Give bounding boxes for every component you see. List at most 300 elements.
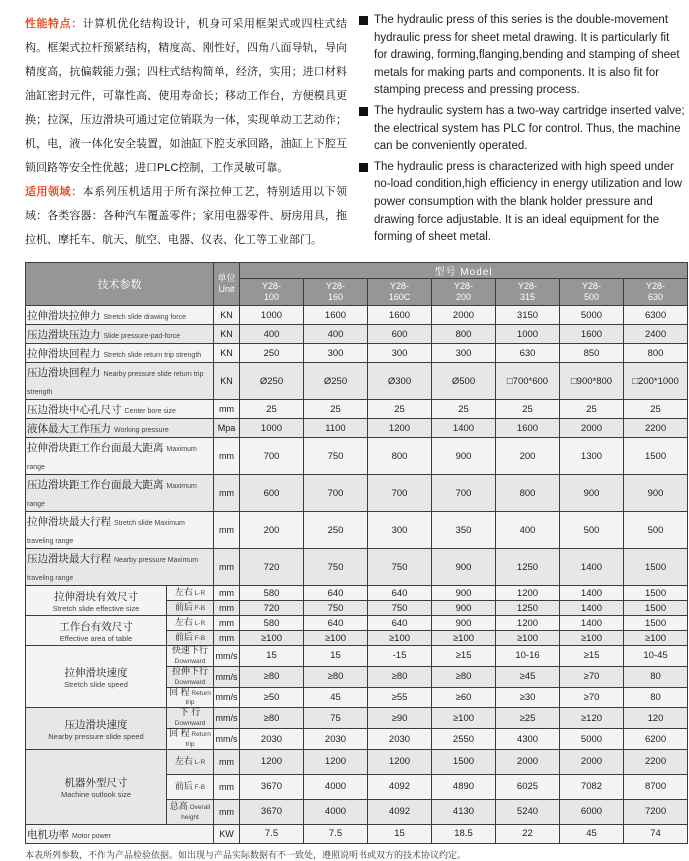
spec-table <box>25 262 688 844</box>
spec-value-cell: 700 <box>368 475 432 512</box>
spec-value-cell: □700*600 <box>496 363 560 400</box>
features-label: 性能特点： <box>25 18 83 30</box>
model-name-line1: Y28- <box>325 280 345 291</box>
spec-value-cell: 5240 <box>496 799 560 824</box>
spec-value-cell: ≥80 <box>432 666 496 687</box>
spec-value-cell: 800 <box>432 325 496 344</box>
spec-value-cell: 6300 <box>624 306 688 325</box>
model-column-header <box>624 279 688 306</box>
features-text: 计算机优化结构设计，机身可采用框架式或四柱式结构。框架式拉杆预紧结构，精度高、刚性好，四角八面导轨，导向精度高，抗偏载能力强；四柱式结构简单，经济，实用；进口材料油缸密封元件，可靠性高、使用寿命长；移动工作台，方便模具更换；拉深，压边滑块可通过定位销联为一体，实现单动工艺动作；机，电，液一体化安全装置，如油缸下腔支承回路，油缸上下腔互锁回路等安全性优越；进口PLC控制，工作灵敏可靠。 <box>25 18 347 174</box>
row-label-en: Maximum range <box>27 446 197 471</box>
row-label <box>26 438 214 475</box>
spec-value-cell: 1600 <box>304 306 368 325</box>
spec-value-cell: 7082 <box>560 774 624 799</box>
bullet-square-icon <box>359 107 368 116</box>
row-label <box>26 512 214 549</box>
unit-cell: mm <box>214 631 240 646</box>
row-label <box>26 363 214 400</box>
spec-value-cell: 640 <box>304 616 368 631</box>
spec-value-cell: 3150 <box>496 306 560 325</box>
unit-cell: mm <box>214 512 240 549</box>
row-label <box>26 824 214 843</box>
spec-value-cell: Ø250 <box>304 363 368 400</box>
spec-value-cell: 5000 <box>560 306 624 325</box>
spec-value-cell: 4000 <box>304 799 368 824</box>
model-name-line2: 160C <box>388 292 411 302</box>
unit-header <box>214 263 240 306</box>
spec-value-cell: 300 <box>304 344 368 363</box>
model-column-header <box>496 279 560 306</box>
spec-row <box>26 549 688 586</box>
spec-value-cell: ≥100 <box>496 631 560 646</box>
spec-value-cell: 1000 <box>496 325 560 344</box>
row-sublabel-zh: 左右 <box>174 617 193 628</box>
row-sublabel-zh: 左右 <box>174 587 193 598</box>
row-sublabel-zh: 左右 <box>174 755 193 766</box>
row-sublabel-en: Downward <box>174 657 206 665</box>
row-label <box>26 549 214 586</box>
unit-cell: mm/s <box>214 646 240 667</box>
spec-value-cell: ≥15 <box>432 646 496 667</box>
performance-features-paragraph <box>25 12 347 180</box>
unit-cell: mm <box>214 749 240 774</box>
unit-cell: mm <box>214 601 240 616</box>
row-label-en: Slide pressure-pad-force <box>103 333 181 340</box>
unit-cell: mm <box>214 400 240 419</box>
spec-value-cell: 8700 <box>624 774 688 799</box>
row-label <box>26 419 214 438</box>
spec-value-cell: 1000 <box>240 419 304 438</box>
spec-value-cell: 1000 <box>240 306 304 325</box>
spec-value-cell: 800 <box>624 344 688 363</box>
spec-value-cell: 600 <box>240 475 304 512</box>
spec-value-cell: 750 <box>368 601 432 616</box>
spec-value-cell: 580 <box>240 616 304 631</box>
row-label-en: Nearby pressure slide return trip strength <box>27 371 204 396</box>
row-sublabel-en: L-R <box>192 620 206 628</box>
spec-value-cell: 900 <box>624 475 688 512</box>
row-label-en: Center bore size <box>124 408 176 415</box>
spec-row <box>26 646 688 667</box>
row-label-zh: 工作台有效尺寸 <box>59 620 133 633</box>
row-label <box>26 325 214 344</box>
spec-value-cell: 1250 <box>496 549 560 586</box>
spec-value-cell: ≥80 <box>368 666 432 687</box>
model-name-line1: Y28- <box>517 280 537 291</box>
row-sublabel-en: Return trip <box>185 731 211 749</box>
spec-value-cell: 750 <box>304 601 368 616</box>
row-sublabel <box>167 616 214 631</box>
spec-value-cell: 580 <box>240 586 304 601</box>
model-column-header <box>368 279 432 306</box>
row-sublabel <box>167 774 214 799</box>
row-label-zh: 压边滑块压边力 <box>27 329 101 341</box>
model-name-line1: Y28- <box>389 280 409 291</box>
spec-value-cell: ≥30 <box>496 687 560 708</box>
spec-value-cell: 6000 <box>560 799 624 824</box>
spec-value-cell: ≥55 <box>368 687 432 708</box>
spec-value-cell: 6200 <box>624 729 688 750</box>
spec-value-cell: 1200 <box>368 749 432 774</box>
row-label-en: Stretch slide effective size <box>52 603 140 613</box>
spec-value-cell: 200 <box>496 438 560 475</box>
row-label <box>26 400 214 419</box>
spec-value-cell: 2550 <box>432 729 496 750</box>
row-label-en: Nearby pressure Maximum traveling range <box>27 557 199 582</box>
spec-value-cell: 250 <box>304 512 368 549</box>
spec-value-cell: 15 <box>240 646 304 667</box>
row-label-en: Stretch slide Maximum traveling range <box>27 520 185 545</box>
row-sublabel <box>167 646 214 667</box>
spec-value-cell: ≥100 <box>560 631 624 646</box>
row-label-zh: 压边滑块速度 <box>64 718 128 731</box>
spec-value-cell: 720 <box>240 601 304 616</box>
spec-value-cell: 700 <box>304 475 368 512</box>
spec-value-cell: 7200 <box>624 799 688 824</box>
spec-value-cell: 1200 <box>496 586 560 601</box>
row-label-en: Effective area of table <box>59 633 133 643</box>
spec-value-cell: 80 <box>624 687 688 708</box>
unit-cell: mm <box>214 586 240 601</box>
spec-value-cell: □200*1000 <box>624 363 688 400</box>
model-band-header: 型号 Model <box>240 263 688 279</box>
spec-value-cell: 22 <box>496 824 560 843</box>
spec-value-cell: ≥45 <box>496 666 560 687</box>
spec-value-cell: 2030 <box>368 729 432 750</box>
unit-cell: mm/s <box>214 708 240 729</box>
spec-value-cell: 1400 <box>432 419 496 438</box>
row-label-en: Working pressure <box>114 427 169 434</box>
spec-value-cell: 800 <box>368 438 432 475</box>
spec-value-cell: 1400 <box>560 616 624 631</box>
spec-value-cell: 900 <box>432 616 496 631</box>
applications-label: 适用领域： <box>25 186 83 198</box>
spec-value-cell: ≥50 <box>240 687 304 708</box>
unit-header-en: Unit <box>218 284 235 294</box>
spec-value-cell: 25 <box>368 400 432 419</box>
spec-value-cell: 4000 <box>304 774 368 799</box>
spec-value-cell: 25 <box>624 400 688 419</box>
spec-value-cell: 500 <box>560 512 624 549</box>
row-label-zh: 液体最大工作压力 <box>27 423 111 435</box>
spec-value-cell: 750 <box>368 549 432 586</box>
unit-cell: KW <box>214 824 240 843</box>
spec-value-cell: 500 <box>624 512 688 549</box>
model-name-line2: 160 <box>327 292 344 302</box>
english-bullet-text: The hydraulic press is characterized with high speed under no-load condition,high efficiency in energy utilization and low power consumption with the blank holder pressure and drawing force adjustable. It is an ideal equipment for the forming of sheet metal. <box>374 160 682 244</box>
model-name-line2: 100 <box>263 292 280 302</box>
row-sublabel-zh: 回 程 <box>169 686 190 697</box>
row-label-zh: 拉伸滑块回程力 <box>27 348 101 360</box>
english-bullet-item <box>359 12 685 100</box>
spec-value-cell: 18.5 <box>432 824 496 843</box>
model-name-line2: 500 <box>583 292 600 302</box>
row-label-zh: 机器外型尺寸 <box>64 776 128 789</box>
spec-row <box>26 512 688 549</box>
spec-value-cell: 3670 <box>240 799 304 824</box>
model-column-header <box>432 279 496 306</box>
english-bullet-text: The hydraulic press of this series is the double-movement hydraulic press for sheet metal drawing. It is particularly fit for drawing, forming,flanging,bending and stamping of sheet metals for making parts and components. It is also fit for stamping precess and pressing process. <box>374 14 680 97</box>
spec-value-cell: ≥100 <box>624 631 688 646</box>
row-label-en: Machine outlook size <box>60 789 132 799</box>
spec-value-cell: 74 <box>624 824 688 843</box>
spec-value-cell: ≥100 <box>304 631 368 646</box>
spec-value-cell: 640 <box>368 586 432 601</box>
english-bullet-item <box>359 103 685 156</box>
spec-value-cell: 3670 <box>240 774 304 799</box>
row-sublabel-en: F-B <box>192 783 206 791</box>
row-sublabel <box>167 687 214 708</box>
spec-value-cell: 1250 <box>496 601 560 616</box>
row-label-zh: 拉伸滑块拉伸力 <box>27 310 101 322</box>
spec-row <box>26 438 688 475</box>
spec-value-cell: 700 <box>432 475 496 512</box>
row-label-zh: 电机功率 <box>27 828 69 841</box>
spec-value-cell: ≥80 <box>240 666 304 687</box>
spec-value-cell: 7.5 <box>304 824 368 843</box>
spec-value-cell: 25 <box>496 400 560 419</box>
row-label <box>26 475 214 512</box>
spec-value-cell: 1600 <box>368 306 432 325</box>
spec-value-cell: 630 <box>496 344 560 363</box>
spec-value-cell: 250 <box>240 344 304 363</box>
unit-cell: mm/s <box>214 729 240 750</box>
row-sublabel <box>167 749 214 774</box>
spec-value-cell: 25 <box>560 400 624 419</box>
row-sublabel <box>167 666 214 687</box>
spec-row <box>26 708 688 729</box>
intro-section <box>0 12 689 252</box>
spec-value-cell: Ø500 <box>432 363 496 400</box>
unit-cell: Mpa <box>214 419 240 438</box>
row-label-en: Stretch slide drawing force <box>103 314 186 321</box>
spec-value-cell: 900 <box>432 586 496 601</box>
row-sublabel-en: L-R <box>192 758 206 766</box>
spec-value-cell: 4092 <box>368 774 432 799</box>
spec-value-cell: Ø300 <box>368 363 432 400</box>
row-sublabel-en: Downward <box>174 720 206 728</box>
row-sublabel <box>167 601 214 616</box>
spec-value-cell: 1500 <box>624 438 688 475</box>
spec-row <box>26 419 688 438</box>
bullet-square-icon <box>359 163 368 172</box>
spec-row <box>26 749 688 774</box>
spec-value-cell: ≥120 <box>560 708 624 729</box>
spec-value-cell: 1600 <box>560 325 624 344</box>
model-name-line1: Y28- <box>646 280 666 291</box>
spec-value-cell: 700 <box>240 438 304 475</box>
spec-value-cell: ≥15 <box>560 646 624 667</box>
spec-value-cell: -15 <box>368 646 432 667</box>
spec-value-cell: 750 <box>304 549 368 586</box>
spec-value-cell: 800 <box>496 475 560 512</box>
spec-value-cell: 1200 <box>240 749 304 774</box>
chinese-description-column <box>25 12 347 252</box>
row-label <box>26 586 167 616</box>
row-sublabel <box>167 729 214 750</box>
spec-value-cell: 400 <box>304 325 368 344</box>
spec-value-cell: 300 <box>432 344 496 363</box>
model-name-line2: 630 <box>648 292 664 302</box>
spec-value-cell: 350 <box>432 512 496 549</box>
spec-value-cell: 1200 <box>496 616 560 631</box>
row-sublabel-zh: 前后 <box>174 602 193 613</box>
spec-value-cell: 10-45 <box>624 646 688 667</box>
spec-value-cell: 2200 <box>624 749 688 774</box>
spec-value-cell: 1500 <box>624 616 688 631</box>
spec-row <box>26 306 688 325</box>
row-sublabel-zh: 总高 <box>169 801 188 812</box>
spec-value-cell: ≥80 <box>304 666 368 687</box>
row-label-zh: 压边滑块回程力 <box>27 367 101 379</box>
spec-value-cell: 900 <box>432 549 496 586</box>
spec-value-cell: 900 <box>560 475 624 512</box>
spec-value-cell: 640 <box>368 616 432 631</box>
spec-value-cell: 600 <box>368 325 432 344</box>
row-sublabel-zh: 回 程 <box>169 728 190 739</box>
row-sublabel-en: Return trip <box>185 689 211 707</box>
row-sublabel-zh: 下 行 <box>179 707 201 718</box>
spec-row <box>26 586 688 601</box>
unit-cell: KN <box>214 344 240 363</box>
spec-value-cell: 25 <box>304 400 368 419</box>
row-label-zh: 拉伸滑块距工作台面最大距离 <box>27 442 164 454</box>
row-sublabel-zh: 拉伸下行 <box>171 665 208 676</box>
spec-value-cell: ≥25 <box>496 708 560 729</box>
spec-value-cell: 200 <box>240 512 304 549</box>
row-sublabel <box>167 631 214 646</box>
spec-value-cell: ≥80 <box>240 708 304 729</box>
application-fields-paragraph <box>25 180 347 252</box>
spec-value-cell: 4092 <box>368 799 432 824</box>
spec-value-cell: ≥100 <box>432 708 496 729</box>
row-label-en: Maximum range <box>27 483 197 508</box>
spec-value-cell: 4130 <box>432 799 496 824</box>
spec-row <box>26 616 688 631</box>
footnote: 本表所列参数，不作为产品检验依据。如出现与产品实际数据有不一致处，遵照说明书或双方的技术协议约定。 <box>25 849 467 860</box>
spec-value-cell: 720 <box>240 549 304 586</box>
row-label-zh: 拉伸滑块最大行程 <box>27 516 111 528</box>
spec-value-cell: 25 <box>240 400 304 419</box>
spec-value-cell: 120 <box>624 708 688 729</box>
spec-value-cell: ≥70 <box>560 687 624 708</box>
row-sublabel-en: Overall height <box>181 804 211 821</box>
spec-value-cell: 1400 <box>560 586 624 601</box>
unit-cell: mm/s <box>214 687 240 708</box>
spec-row <box>26 400 688 419</box>
spec-value-cell: 4300 <box>496 729 560 750</box>
spec-value-cell: 45 <box>304 687 368 708</box>
spec-value-cell: 2000 <box>560 749 624 774</box>
row-label <box>26 306 214 325</box>
spec-row <box>26 475 688 512</box>
spec-value-cell: 75 <box>304 708 368 729</box>
unit-header-zh: 单位 <box>217 273 236 284</box>
row-label <box>26 749 167 824</box>
row-label-en: Nearby pressure slide speed <box>48 731 144 741</box>
spec-value-cell: 2000 <box>432 306 496 325</box>
model-name-line1: Y28- <box>453 280 473 291</box>
bullet-square-icon <box>359 16 368 25</box>
spec-row <box>26 363 688 400</box>
spec-value-cell: 5000 <box>560 729 624 750</box>
unit-cell: mm <box>214 549 240 586</box>
english-description-list <box>359 12 685 252</box>
spec-value-cell: 1200 <box>304 749 368 774</box>
english-bullet-text: The hydraulic system has a two-way cartridge inserted valve; the electrical system has PLC for control. Thus, the machine can be conveniently operated. <box>374 104 685 153</box>
spec-value-cell: 7.5 <box>240 824 304 843</box>
spec-value-cell: 2030 <box>304 729 368 750</box>
row-sublabel <box>167 708 214 729</box>
spec-value-cell: 15 <box>368 824 432 843</box>
row-sublabel-en: L-R <box>192 590 206 598</box>
row-sublabel-en: F-B <box>192 635 206 643</box>
spec-value-cell: ≥60 <box>432 687 496 708</box>
unit-cell: KN <box>214 363 240 400</box>
model-name-line1: Y28- <box>581 280 601 291</box>
unit-cell: KN <box>214 325 240 344</box>
spec-value-cell: 400 <box>496 512 560 549</box>
row-label-en: Stretch slide speed <box>64 679 128 689</box>
spec-value-cell: 2200 <box>624 419 688 438</box>
unit-cell: mm/s <box>214 666 240 687</box>
row-label-zh: 拉伸滑块有效尺寸 <box>54 590 138 603</box>
row-label <box>26 646 167 708</box>
row-label-zh: 压边滑块最大行程 <box>27 553 111 565</box>
spec-value-cell: 1600 <box>496 419 560 438</box>
spec-row <box>26 344 688 363</box>
spec-value-cell: 1400 <box>560 549 624 586</box>
row-label-zh: 拉伸滑块速度 <box>64 666 128 679</box>
spec-row <box>26 325 688 344</box>
spec-value-cell: 1400 <box>560 601 624 616</box>
spec-value-cell: 10-16 <box>496 646 560 667</box>
spec-value-cell: 640 <box>304 586 368 601</box>
spec-value-cell: 1500 <box>624 586 688 601</box>
row-sublabel <box>167 799 214 824</box>
row-sublabel-en: F-B <box>192 605 206 613</box>
model-name-line1: Y28- <box>261 280 281 291</box>
spec-value-cell: 6025 <box>496 774 560 799</box>
spec-value-cell: 1500 <box>432 749 496 774</box>
spec-value-cell: 300 <box>368 512 432 549</box>
spec-value-cell: 2000 <box>560 419 624 438</box>
model-column-header <box>560 279 624 306</box>
spec-value-cell: 1300 <box>560 438 624 475</box>
row-label-zh: 压边滑块中心孔尺寸 <box>27 404 122 416</box>
tech-params-header: 技术参数 <box>26 263 214 306</box>
model-column-header <box>304 279 368 306</box>
spec-value-cell: 1500 <box>624 601 688 616</box>
row-label <box>26 344 214 363</box>
spec-value-cell: ≥90 <box>368 708 432 729</box>
row-label <box>26 616 167 646</box>
english-bullet-item <box>359 159 685 247</box>
spec-value-cell: 900 <box>432 438 496 475</box>
spec-value-cell: ≥100 <box>240 631 304 646</box>
spec-value-cell: 850 <box>560 344 624 363</box>
row-sublabel <box>167 586 214 601</box>
spec-value-cell: 80 <box>624 666 688 687</box>
model-name-line2: 200 <box>455 292 472 302</box>
spec-value-cell: 1200 <box>368 419 432 438</box>
row-label <box>26 708 167 750</box>
spec-row <box>26 824 688 843</box>
unit-cell: mm <box>214 438 240 475</box>
unit-cell: mm <box>214 616 240 631</box>
row-label-en: Motor power <box>72 832 111 840</box>
spec-value-cell: 400 <box>240 325 304 344</box>
